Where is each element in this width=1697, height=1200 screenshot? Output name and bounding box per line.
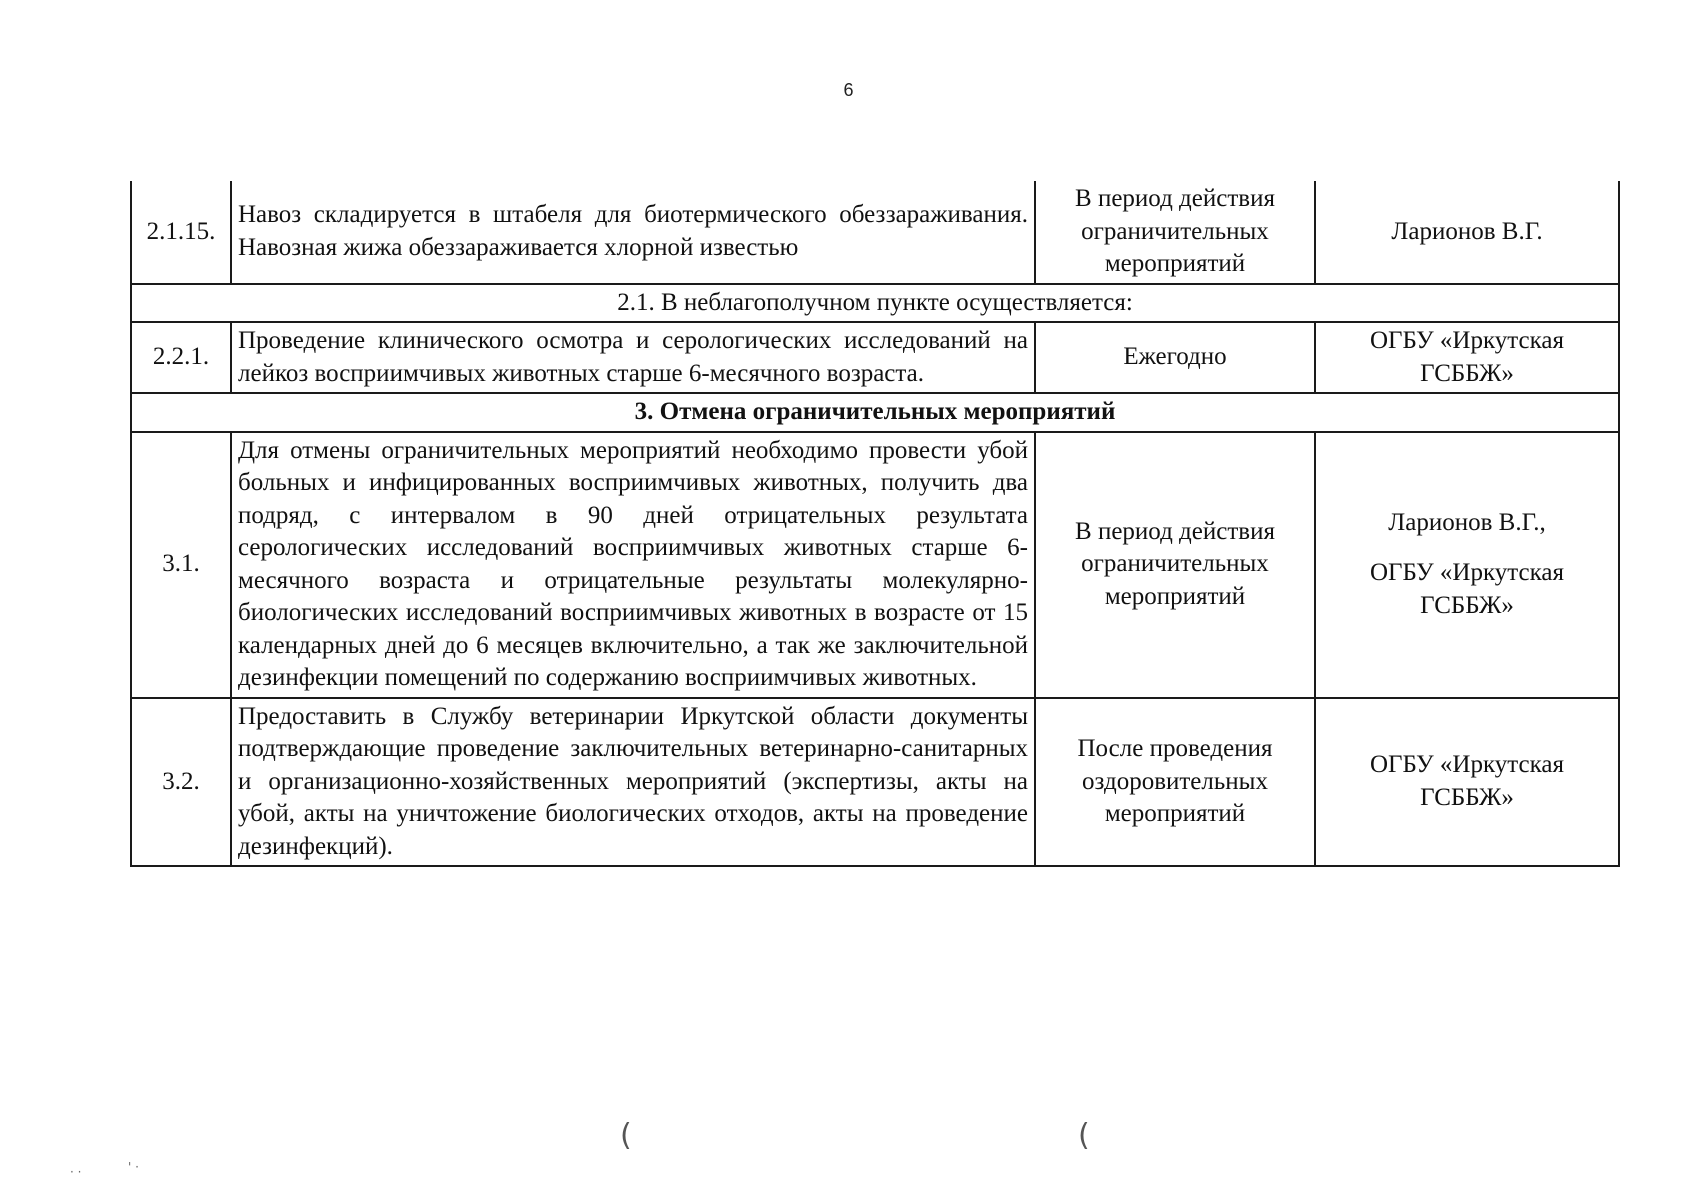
scan-mark-icon: ( <box>620 1118 632 1153</box>
scan-specks-icon: · · <box>70 1165 82 1179</box>
measure-responsible: ОГБУ «Иркутская ГСББЖ» <box>1315 322 1619 393</box>
page-number: 6 <box>843 80 854 100</box>
responsible-organization: ОГБУ «Иркутская ГСББЖ» <box>1370 559 1564 619</box>
scan-mark-icon: ( <box>1078 1118 1090 1153</box>
measure-description: Предоставить в Службу ветеринарии Иркутской области документы подтверждающие проведение заключительных ветеринарно-санитарных и организационно-хозяйственных мероприятий (экспертизы, акты на убой, акты на уничтожение биологических отходов, акты на проведение дезинфекций). <box>231 698 1035 867</box>
section-heading: 3. Отмена ограничительных мероприятий <box>131 393 1619 432</box>
measure-responsible: Ларионов В.Г. <box>1315 181 1619 284</box>
row-number: 2.1.15. <box>131 181 231 284</box>
subsection-heading: 2.1. В неблагополучном пункте осуществляется: <box>131 284 1619 323</box>
measure-responsible: ОГБУ «Иркутская ГСББЖ» <box>1315 698 1619 867</box>
measure-responsible <box>1315 432 1619 698</box>
measure-description: Проведение клинического осмотра и серологических исследований на лейкоз восприимчивых животных старше 6-месячного возраста. <box>231 322 1035 393</box>
row-number: 3.2. <box>131 698 231 867</box>
measures-table <box>130 181 1620 867</box>
measure-description: Для отмены ограничительных мероприятий необходимо провести убой больных и инфицированных восприимчивых животных, получить два подряд, с интервалом в 90 дней отрицательных результата серологических исследований восприимчивых животных старше 6-месячного возраста и отрицательные результаты молекулярно-биологических исследований восприимчивых животных в возрасте от 15 календарных дней до 6 месяцев включительно, а так же заключительной дезинфекции помещений по содержанию восприимчивых животных. <box>231 432 1035 698</box>
row-number: 3.1. <box>131 432 231 698</box>
row-number: 2.2.1. <box>131 322 231 393</box>
table-row <box>131 181 1619 284</box>
table-row <box>131 432 1619 698</box>
table-row <box>131 322 1619 393</box>
section-row <box>131 393 1619 432</box>
measure-term: В период действия ограничительных мероприятий <box>1035 432 1315 698</box>
responsible-person: Ларионов В.Г., <box>1388 508 1546 536</box>
measure-description: Навоз складируется в штабеля для биотермического обеззараживания. Навозная жижа обеззараживается хлорной известью <box>231 181 1035 284</box>
table-row <box>131 698 1619 867</box>
measure-term: После проведения оздоровительных мероприятий <box>1035 698 1315 867</box>
measure-term: В период действия ограничительных мероприятий <box>1035 181 1315 284</box>
measure-term: Ежегодно <box>1035 322 1315 393</box>
scan-specks-icon: ' · <box>128 1160 139 1174</box>
subsection-row <box>131 284 1619 323</box>
